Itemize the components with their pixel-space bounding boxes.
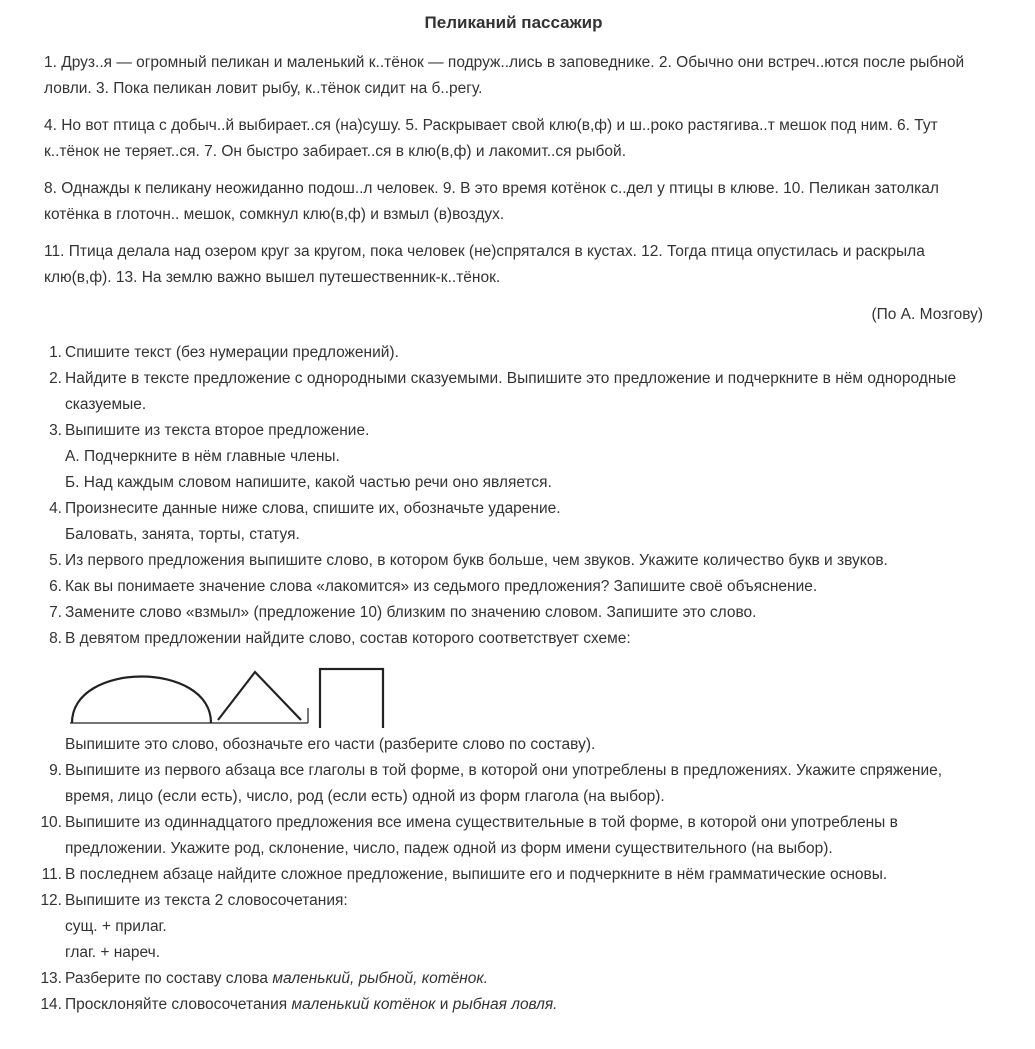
task-number: 7.: [49, 604, 62, 621]
task-italic-text: маленький котёнок: [291, 996, 436, 1013]
task-text: Просклоняйте словосочетания: [65, 996, 292, 1013]
task-text: Выпишите из текста 2 словосочетания:: [65, 892, 348, 909]
text-paragraph-1: 1. Друз..я — огромный пеликан и маленький к..тёнок — подруж..лись в заповеднике. 2. Обычно они встреч..ются после рыбной ловли. 3. Пока пеликан ловит рыбу, к..тёнок сидит на б..регу.: [44, 54, 965, 97]
task-text: Найдите в тексте предложение с однородными сказуемыми. Выпишите это предложение и подчеркните в нём однородные сказуемые.: [65, 370, 957, 413]
task-item: [44, 600, 983, 626]
page: [0, 12, 1035, 1049]
task-item: [44, 366, 983, 418]
task-item: [44, 758, 983, 810]
task-item: [44, 496, 983, 548]
task-text: Замените слово «взмыл» (предложение 10) близким по значению словом. Запишите это слово.: [65, 604, 757, 621]
task-text: Разберите по составу слова: [65, 970, 273, 987]
source-attribution: (По А. Мозгову): [871, 306, 983, 323]
task-number: 13.: [40, 970, 62, 987]
task-text: Произнесите данные ниже слова, спишите их, обозначьте ударение.: [65, 500, 561, 517]
task-number: 10.: [40, 814, 62, 831]
task-number: 8.: [49, 630, 62, 647]
task-number: 6.: [49, 578, 62, 595]
task-subitem: Выпишите это слово, обозначьте его части (разберите слово по составу).: [65, 736, 596, 753]
task-number: 3.: [49, 422, 62, 439]
task-text-connector: и: [435, 996, 453, 1013]
task-item: [44, 574, 983, 600]
task-number: 12.: [40, 892, 62, 909]
task-number: 9.: [49, 762, 62, 779]
text-paragraph-3: 8. Однажды к пеликану неожиданно подош..л человек. 9. В это время котёнок с..дел у птицы в клюве. 10. Пеликан затолкал котёнка в глоточн.. мешок, сомкнул клю(в,ф) и взмыл (в)воздух.: [44, 180, 939, 223]
suffix-caret-icon: [218, 672, 301, 720]
task-subitem: Б. Над каждым словом напишите, какой частью речи оно является.: [65, 474, 552, 491]
task-number: 11.: [41, 866, 62, 883]
text-paragraph-4: 11. Птица делала над озером круг за кругом, пока человек (не)спрятался в кустах. 12. Тогда птица опустилась и раскрыла клю(в,ф). 13. На землю важно вышел путешественник-к..тёнок.: [44, 243, 925, 286]
task-number: 5.: [49, 552, 62, 569]
task-item: [41, 862, 983, 888]
task-item: [40, 888, 983, 966]
task-item: [40, 992, 983, 1018]
root-arc-icon: [72, 677, 211, 724]
task-italic-text: рыбная ловля.: [452, 996, 558, 1013]
task-number: 14.: [40, 996, 62, 1013]
task-text: Выпишите из одиннадцатого предложения все имена существительные в той форме, в которой они употреблены в предложении. Укажите род, склонение, число, падеж одной из форм имени существительного (на выбор).: [65, 814, 898, 857]
task-subitem: Баловать, занята, торты, статуя.: [65, 526, 300, 543]
task-subitem: глаг. + нареч.: [65, 944, 160, 961]
task-italic-text: маленький, рыбной, котёнок.: [272, 970, 489, 987]
task-subitem: А. Подчеркните в нём главные члены.: [65, 448, 340, 465]
task-item: [44, 340, 983, 366]
task-text: Спишите текст (без нумерации предложений).: [65, 344, 399, 361]
task-text: Выпишите из текста второе предложение.: [65, 422, 370, 439]
task-item: [40, 810, 983, 862]
task-list: [40, 340, 983, 1018]
task-number: 1.: [49, 344, 62, 361]
task-subitem: сущ. + прилаг.: [65, 918, 167, 935]
task-item: [44, 418, 983, 496]
task-item: [44, 626, 983, 758]
task-text: В девятом предложении найдите слово, состав которого соответствует схеме:: [65, 630, 631, 647]
task-text: В последнем абзаце найдите сложное предложение, выпишите его и подчеркните в нём грамматические основы.: [65, 866, 888, 883]
page-title: Пеликаний пассажир: [424, 13, 603, 32]
task-item: [40, 966, 983, 992]
task-item: [44, 548, 983, 574]
task-text: Из первого предложения выпишите слово, в котором букв больше, чем звуков. Укажите количество букв и звуков.: [65, 552, 888, 569]
task-number: 4.: [49, 500, 62, 517]
task-number: 2.: [49, 370, 62, 387]
task-text: Выпишите из первого абзаца все глаголы в той форме, в которой они употреблены в предложениях. Укажите спряжение, время, лицо (если есть), число, род (если есть) одной из форм глагола (на выбор).: [65, 762, 943, 805]
ending-square-icon: [320, 669, 383, 728]
word-structure-scheme: [65, 656, 395, 728]
task-text: Как вы понимаете значение слова «лакомится» из седьмого предложения? Запишите своё объяснение.: [65, 578, 818, 595]
text-paragraph-2: 4. Но вот птица с добыч..й выбирает..ся (на)сушу. 5. Раскрывает свой клю(в,ф) и ш..роко растягива..т мешок под ним. 6. Тут к..тёнок не теряет..ся. 7. Он быстро забирает..ся в клю(в,ф) и лакомит..ся рыбой.: [44, 117, 938, 160]
